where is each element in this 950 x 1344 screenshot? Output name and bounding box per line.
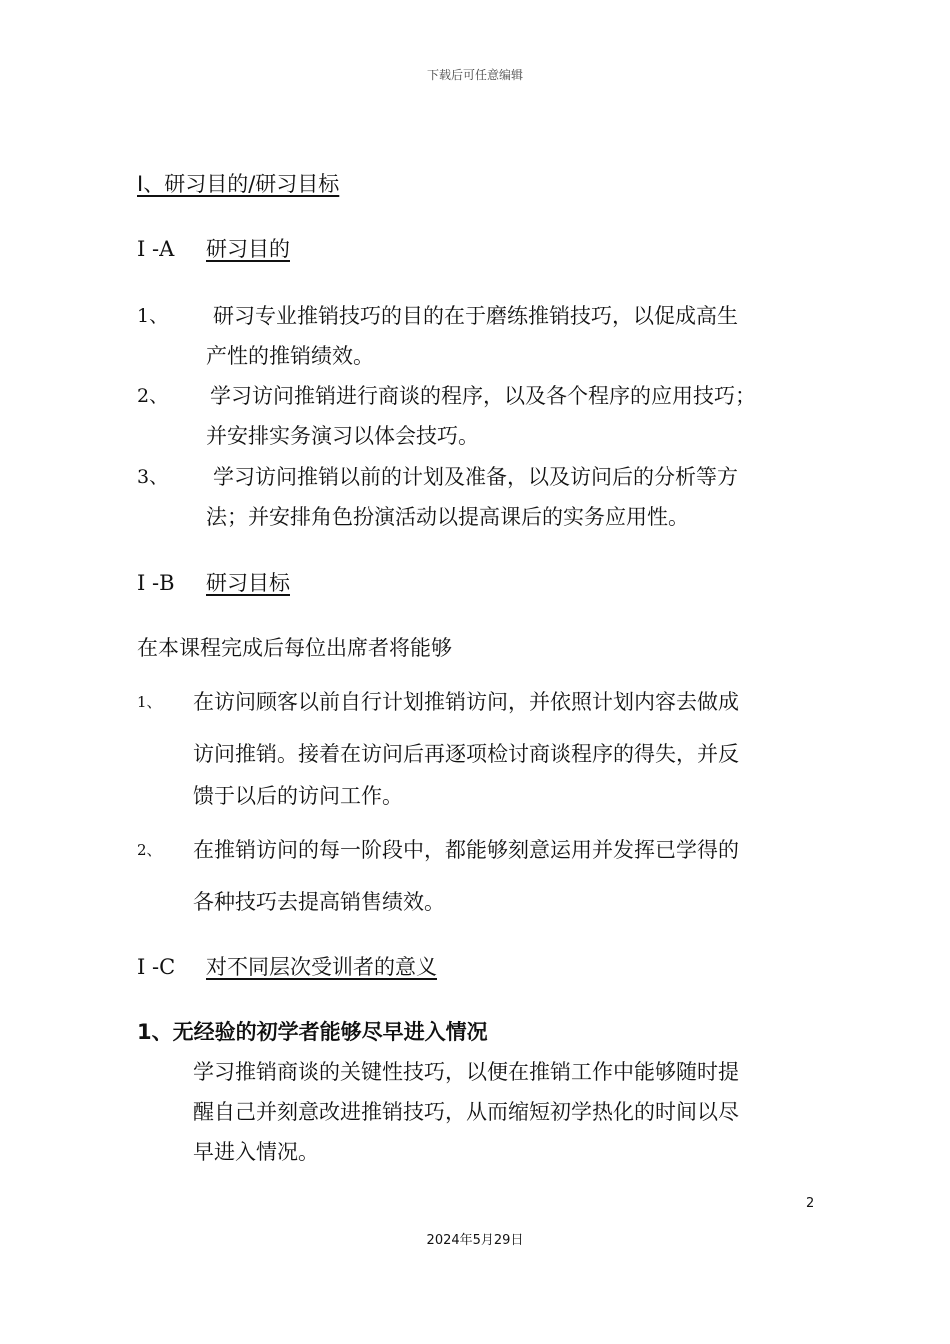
purpose-2-number: 2、 [137, 385, 169, 407]
subsection-a-label: I -A [137, 237, 175, 261]
page-header: 下载后可任意编辑 [426, 68, 523, 82]
meaning-line-1: 学习推销商谈的关键性技巧，以便在推销工作中能够随时提 [193, 1060, 739, 1084]
goal-1-line-1: 在访问顾客以前自行计划推销访问，并依照计划内容去做成 [193, 690, 739, 714]
goal-2-number: 2、 [137, 841, 162, 859]
subsection-c-title: 对不同层次受训者的意义 [206, 955, 437, 979]
page-footer-date: 2024年5月29日 [426, 1233, 524, 1248]
goal-1-line-3: 馈于以后的访问工作。 [193, 784, 403, 808]
purpose-1-line-2: 产性的推销绩效。 [206, 344, 374, 368]
goal-1-line-2: 访问推销。接着在访问后再逐项检讨商谈程序的得失，并反 [193, 742, 739, 766]
subsection-b-title: 研习目标 [206, 571, 290, 595]
goal-2-line-2: 各种技巧去提高销售绩效。 [193, 890, 445, 914]
section-title: I、研习目的/研习目标 [137, 172, 340, 196]
subsection-a-title: 研习目的 [206, 237, 290, 261]
meaning-line-3: 早进入情况。 [193, 1140, 319, 1164]
purpose-2-line-1: 学习访问推销进行商谈的程序，以及各个程序的应用技巧； [210, 384, 756, 408]
meaning-heading: 1、无经验的初学者能够尽早进入情况 [137, 1020, 488, 1044]
subsection-c-label: I -C [137, 955, 176, 979]
meaning-line-2: 醒自己并刻意改进推销技巧，从而缩短初学热化的时间以尽 [193, 1100, 739, 1124]
subsection-b-label: I -B [137, 571, 175, 595]
purpose-1-number: 1、 [137, 305, 169, 327]
purpose-3-line-1: 学习访问推销以前的计划及准备，以及访问后的分析等方 [213, 465, 738, 489]
goal-2-line-1: 在推销访问的每一阶段中，都能够刻意运用并发挥已学得的 [193, 838, 739, 862]
goals-intro: 在本课程完成后每位出席者将能够 [137, 636, 452, 660]
page-number: 2 [806, 1196, 815, 1211]
goal-1-number: 1、 [137, 693, 162, 711]
purpose-3-line-2: 法；并安排角色扮演活动以提高课后的实务应用性。 [206, 505, 689, 529]
purpose-2-line-2: 并安排实务演习以体会技巧。 [206, 424, 479, 448]
purpose-3-number: 3、 [137, 466, 169, 488]
purpose-1-line-1: 研习专业推销技巧的目的在于磨练推销技巧，以促成高生 [213, 304, 738, 328]
